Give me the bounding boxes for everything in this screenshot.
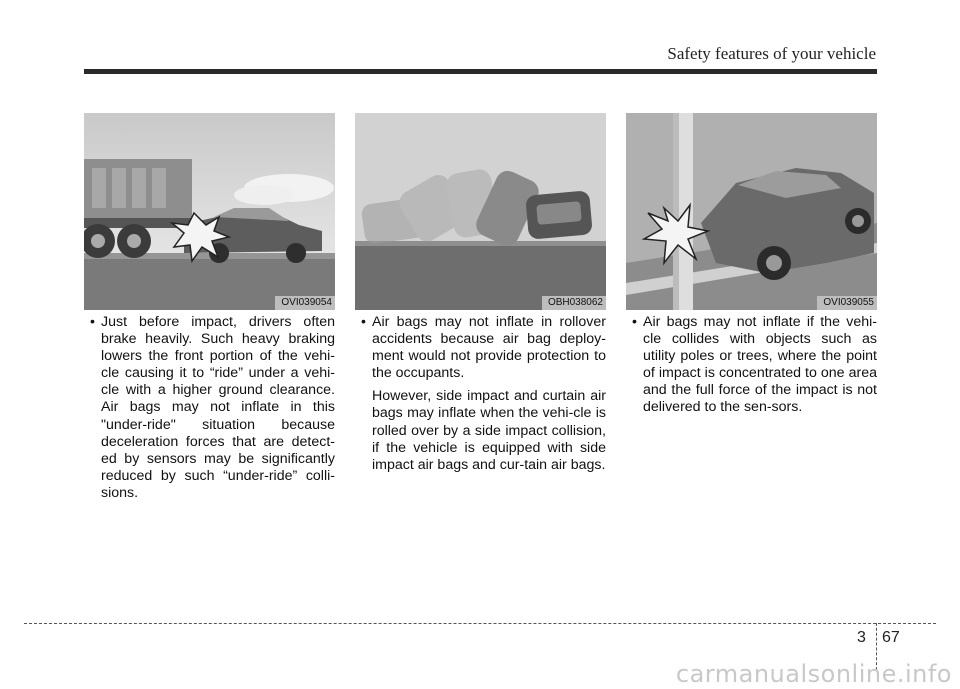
- footer-dashed-rule: [24, 623, 936, 624]
- bullet-paragraph: • Air bags may not inflate in rollover accidents because air bag deploy-ment would not provide protection to the occupants.: [355, 314, 606, 382]
- pole-impact-illustration: [626, 113, 877, 310]
- figure-rollover: [355, 113, 606, 310]
- page-number: 67: [882, 629, 900, 646]
- bullet-paragraph: • Air bags may not inflate if the vehi-cle collides with objects such as utility poles or trees, where the point of impact is concentrated to one area and the full force of the impact is not delivered to the sen-sors.: [626, 314, 877, 417]
- chapter-number: 3: [857, 629, 866, 646]
- page-header-title: Safety features of your vehicle: [667, 44, 876, 63]
- figure-pole-impact: [626, 113, 877, 310]
- text-column-1: [84, 314, 335, 508]
- text-column-3: [626, 314, 877, 423]
- truck-underride-illustration: [84, 113, 335, 310]
- figure-code-label: OVI039055: [817, 296, 877, 310]
- figure-code-label: OBH038062: [542, 296, 606, 310]
- continuation-paragraph: However, side impact and curtain air bags may inflate when the vehi-cle is rolled over by a side impact collision, if the vehicle is equipped with side impact air bags and cur-tain air bags.: [372, 388, 606, 473]
- text-column-2: [355, 314, 606, 480]
- watermark: carmanualsonline.info: [675, 660, 952, 688]
- header-rule: [84, 69, 877, 74]
- figure-truck-underride: [84, 113, 335, 310]
- bullet-paragraph: • Just before impact, drivers often brake heavily. Such heavy braking lowers the front portion of the vehi-cle causing it to “ride” under a vehi-cle with a higher ground clearance. Air bags may not inflate in this "under-ride" situation because deceleration forces that are detect-ed by sensors may be significantly reduced by such “under-ride” colli-sions.: [84, 314, 335, 502]
- figure-code-label: OVI039054: [275, 296, 335, 310]
- rollover-illustration: [355, 113, 606, 310]
